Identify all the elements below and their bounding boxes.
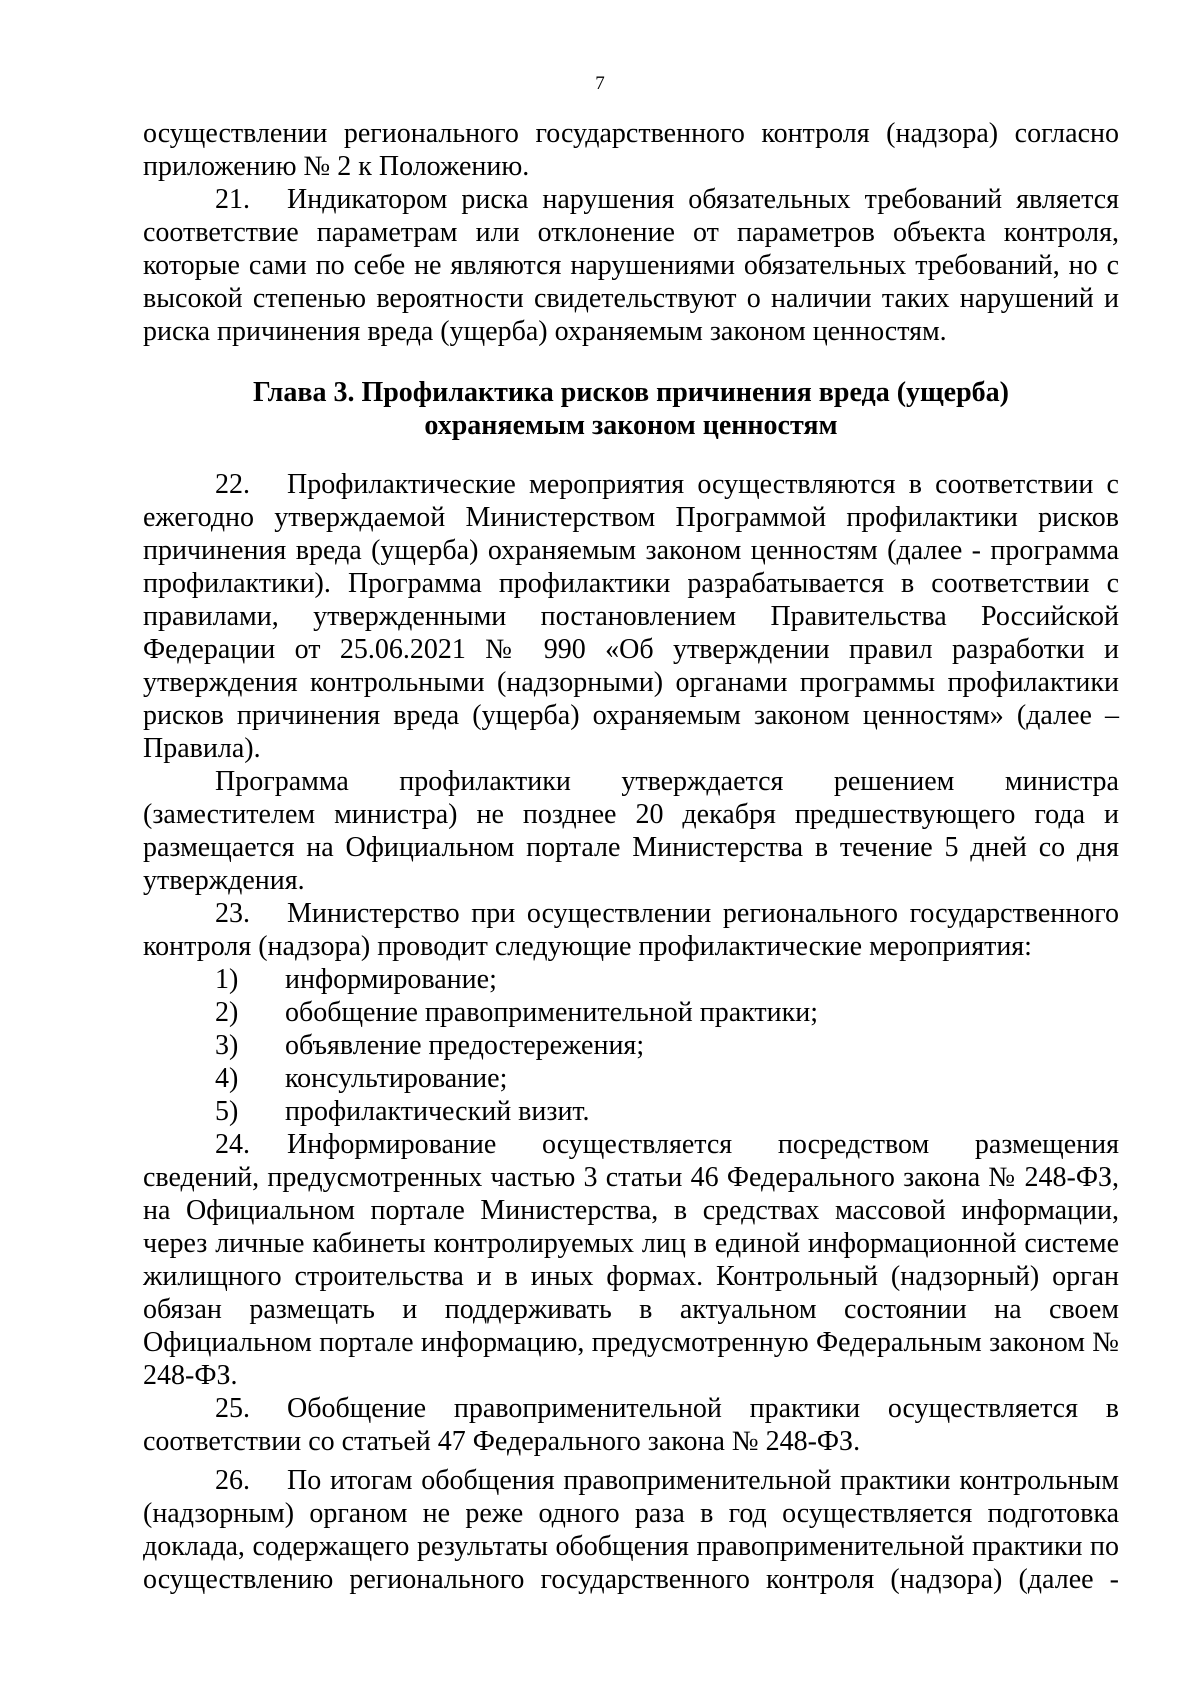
paragraph-text: Министерство при осуществлении регионального государственного контроля (надзора) проводит следующие профилактические мероприятия:: [143, 898, 1119, 962]
paragraph-intro: осуществлении регионального государственного контроля (надзора) согласно приложению № 2 к Положению.: [143, 118, 1119, 182]
list-item: [143, 996, 1119, 1029]
paragraph-26: [143, 1464, 1119, 1596]
list-item: [143, 1062, 1119, 1095]
chapter-heading: [143, 376, 1119, 442]
paragraph-text: Информирование осуществляется посредством размещения сведений, предусмотренных частью 3 статьи 46 Федерального закона № 248-ФЗ, на Официальном портале Министерства, в средствах массовой информации, через личные кабинеты контролируемых лиц в единой информационной системе жилищного строительства и в иных формах. Контрольный (надзорный) орган обязан размещать и поддерживать в актуальном состоянии на своем Официальном портале информацию, предусмотренную Федеральным законом № 248-ФЗ.: [143, 1129, 1119, 1391]
list-item-text: консультирование;: [285, 1063, 508, 1094]
list-item-text: обобщение правоприменительной практики;: [285, 997, 819, 1028]
list-item-number: 2): [215, 997, 239, 1028]
paragraph-number: 22.: [215, 469, 250, 500]
list-item: [143, 1029, 1119, 1062]
chapter-heading-line-1: Глава 3. Профилактика рисков причинения вреда (ущерба): [252, 377, 1010, 408]
chapter-heading-line-2: охраняемым законом ценностям: [424, 410, 838, 441]
list-item-number: 5): [215, 1096, 239, 1127]
list-item-number: 4): [215, 1063, 239, 1094]
paragraph-number: 23.: [215, 898, 250, 929]
paragraph-text: Индикатором риска нарушения обязательных требований является соответствие параметрам или отклонение от параметров объекта контроля, которые сами по себе не являются нарушениями обязательных требований, но с высокой степенью вероятности свидетельствуют о наличии таких нарушений и риска причинения вреда (ущерба) охраняемым законом ценностям.: [143, 184, 1119, 347]
paragraph-22-continued: Программа профилактики утверждается решением министра (заместителем министра) не позднее 20 декабря предшествующего года и размещается на Официальном портале Министерства в течение 5 дней со дня утверждения.: [143, 766, 1119, 896]
list-item-number: 1): [215, 964, 239, 995]
page-number: 7: [595, 73, 605, 94]
list-item: [143, 1095, 1119, 1128]
list-item-number: 3): [215, 1030, 239, 1061]
paragraph-25: [143, 1392, 1119, 1458]
paragraph-number: 24.: [215, 1129, 250, 1160]
paragraph-23: [143, 897, 1119, 963]
document-body: [143, 117, 1119, 1596]
paragraph-text: Профилактические мероприятия осуществляются в соответствии с ежегодно утверждаемой Министерством Программой профилактики рисков причинения вреда (ущерба) охраняемым законом ценностям (далее - программа профилактики). Программа профилактики разрабатывается в соответствии с правилами, утвержденными постановлением Правительства Российской Федерации от 25.06.2021 № 990 «Об утверждении правил разработки и утверждения контрольными (надзорными) органами программы профилактики рисков причинения вреда (ущерба) охраняемым законом ценностям» (далее – Правила).: [143, 469, 1119, 764]
list-item-text: объявление предостережения;: [285, 1030, 645, 1061]
paragraph-number: 26.: [215, 1465, 250, 1496]
paragraph-24: [143, 1128, 1119, 1392]
list-item: [143, 963, 1119, 996]
paragraph-21: [143, 183, 1119, 348]
paragraph-text: Обобщение правоприменительной практики осуществляется в соответствии со статьей 47 Федерального закона № 248-ФЗ.: [143, 1393, 1119, 1457]
list-item-text: профилактический визит.: [285, 1096, 590, 1127]
paragraph-number: 21.: [215, 184, 250, 215]
list-item-text: информирование;: [285, 964, 497, 995]
paragraph-number: 25.: [215, 1393, 250, 1424]
paragraph-text: По итогам обобщения правоприменительной практики контрольным (надзорным) органом не реже одного раза в год осуществляется подготовка доклада, содержащего результаты обобщения правоприменительной практики по осуществлению регионального государственного контроля (надзора) (далее -: [143, 1465, 1119, 1595]
paragraph-22: [143, 468, 1119, 765]
